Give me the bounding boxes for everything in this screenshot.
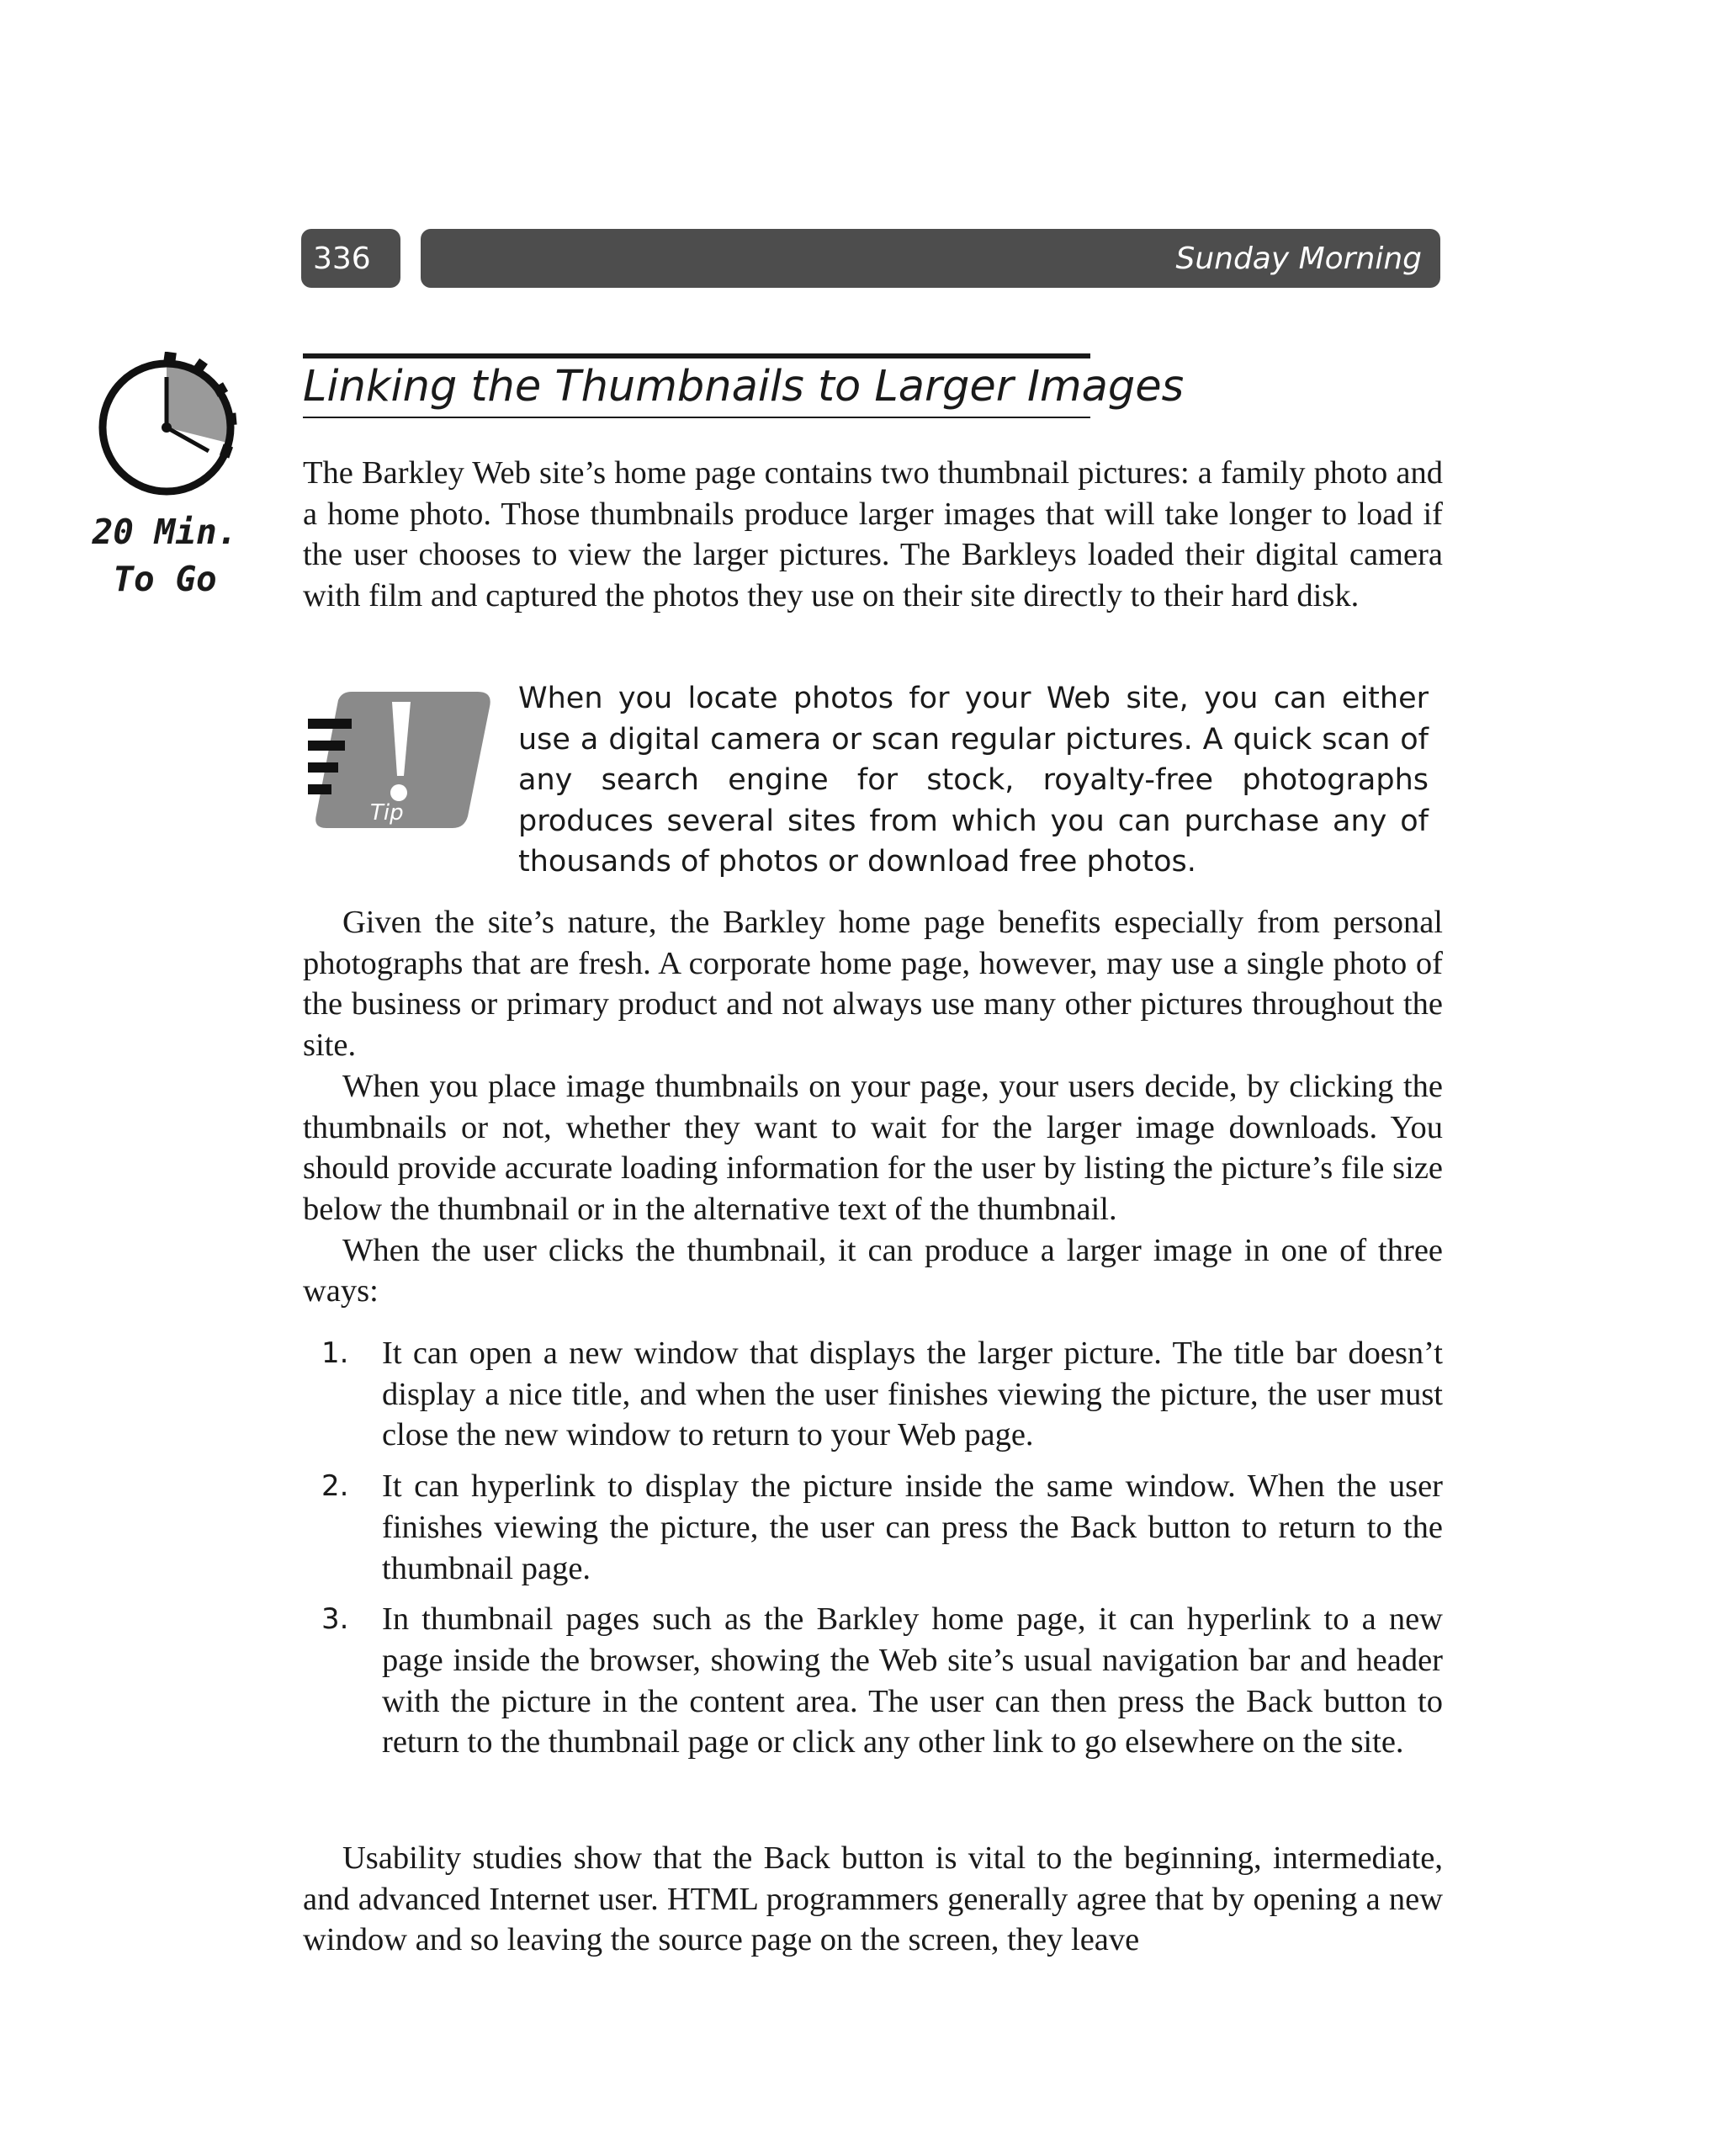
list-item-number: 2. xyxy=(321,1469,349,1504)
list-item xyxy=(303,1466,1443,1589)
countdown-minutes: 20 Min. xyxy=(92,512,238,552)
running-header: Sunday Morning xyxy=(421,229,1440,288)
paragraph-usability: Usability studies show that the Back button is vital to the beginning, intermediate, and advanced Internet user. HTML programmers generally agree that by opening a new window and so leaving the source page on the screen, they leave xyxy=(303,1840,1443,1958)
list-item-number: 3. xyxy=(321,1602,349,1637)
paragraph-site-nature: Given the site’s nature, the Barkley home page benefits especially from personal photographs that are fresh. A corporate home page, however, may use a single photo of the business or primary product and not always use many other pictures throughout the site. xyxy=(303,905,1443,1064)
tip-icon-label: Tip xyxy=(370,800,404,826)
numbered-list xyxy=(303,1333,1443,1773)
main-paragraphs xyxy=(303,902,1443,1312)
paragraph-thumbnails: When you place image thumbnails on your page, your users decide, by clicking the thumbnails or not, whether they want to wait for the larger image downloads. You should provide accurate loading information for the user by listing the picture’s file size below the thumbnail or in the alternative text of the thumbnail. xyxy=(303,1068,1443,1227)
list-item xyxy=(303,1599,1443,1763)
countdown-label: To Go xyxy=(113,559,217,599)
list-item-number: 1. xyxy=(321,1336,349,1370)
intro-paragraph: The Barkley Web site’s home page contains two thumbnail pictures: a family photo and a home photo. Those thumbnails produce larger images that will take longer to load if the user chooses to view the larger pictures. The Barkleys loaded their digital camera with film and captured the photos they use on their site directly to their hard disk. xyxy=(303,455,1443,614)
tip-text: When you locate photos for your Web site, you can either use a digital camera or scan regular pictures. A quick scan of any search engine for stock, royalty-free photographs produces several sites from which you can purchase any of thousands of photos or download free photos. xyxy=(518,682,1429,879)
tip-icon xyxy=(303,685,496,836)
list-item-text: It can hyperlink to display the picture inside the same window. When the user finishes viewing the picture, the user can press the Back button to return to the thumbnail page. xyxy=(382,1468,1443,1586)
page-number: 336 xyxy=(301,229,400,288)
list-item xyxy=(303,1333,1443,1456)
time-remaining xyxy=(81,508,249,603)
stopwatch-icon xyxy=(91,352,242,503)
paragraph-three-ways: When the user clicks the thumbnail, it can produce a larger image in one of three ways: xyxy=(303,1232,1443,1309)
section-heading: Linking the Thumbnails to Larger Images xyxy=(303,362,1185,412)
list-item-text: It can open a new window that displays the larger picture. The title bar doesn’t display a nice title, and when the user finishes viewing the picture, the user must close the new window to return to your Web page. xyxy=(382,1336,1443,1453)
heading-underline xyxy=(303,417,1090,418)
list-item-text: In thumbnail pages such as the Barkley home page, it can hyperlink to a new page inside the browser, showing the Web site’s usual navigation bar and header with the picture in the content area. The user can then press the Back button to return to the thumbnail page or click any other link to go elsewhere on the site. xyxy=(382,1601,1443,1760)
